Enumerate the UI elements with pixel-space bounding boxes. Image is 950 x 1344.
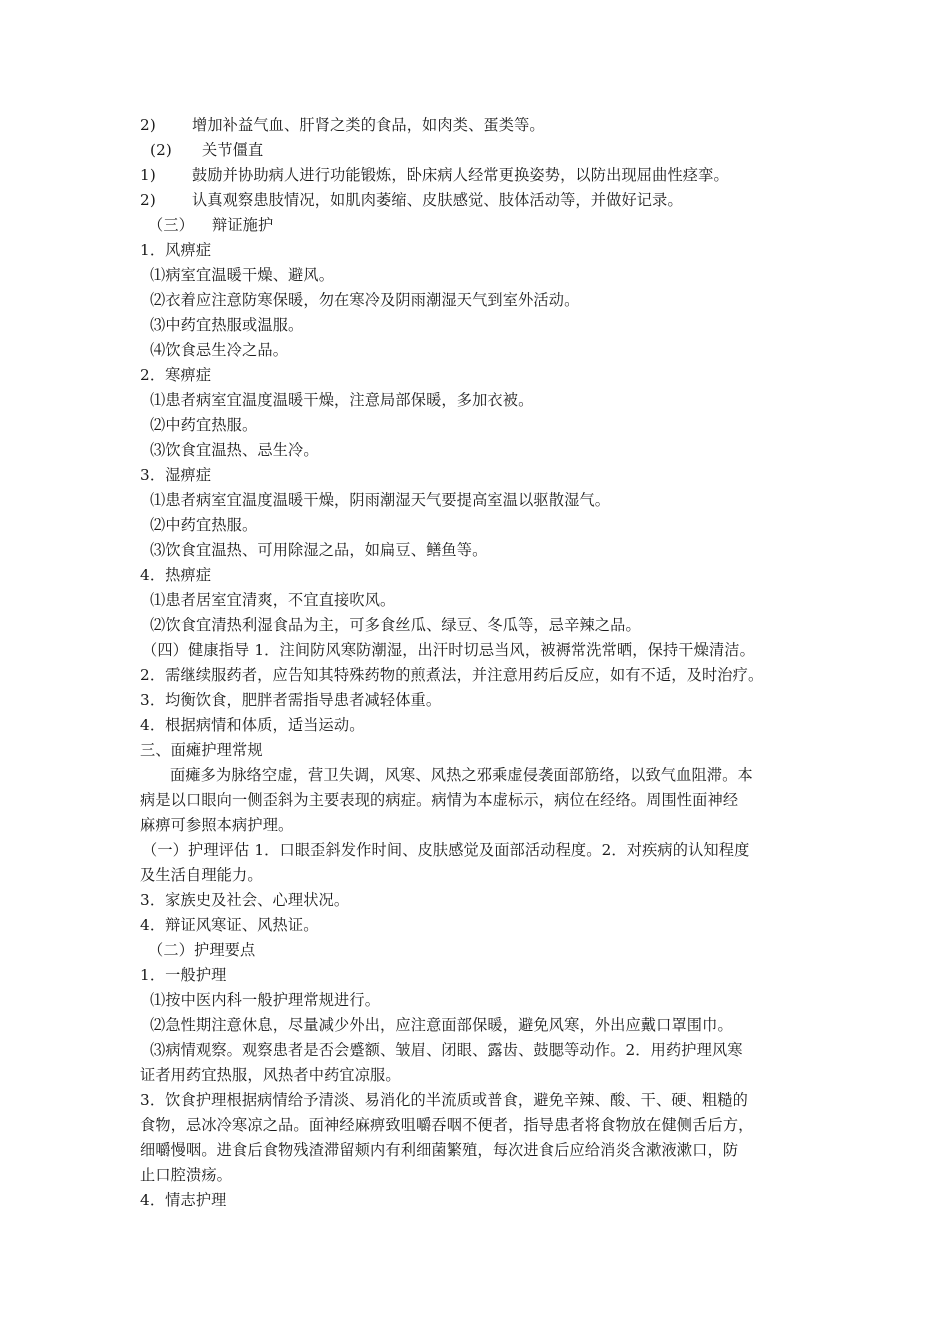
- text-line: 面瘫多为脉络空虚，营卫失调，风寒、风热之邪乘虚侵袭面部筋络，以致气血阻滞。本: [170, 766, 753, 784]
- text-line: ⑵衣着应注意防寒保暖，勿在寒冷及阴雨潮湿天气到室外活动。: [150, 291, 580, 309]
- text-line: ⑴患者居室宜清爽，不宜直接吹风。: [150, 591, 396, 609]
- text-line: 食物，忌冰冷寒凉之品。面神经麻痹致咀嚼吞咽不便者，指导患者将食物放在健侧舌后方，: [140, 1116, 754, 1134]
- text-line: ⑶饮食宜温热、忌生冷。: [150, 441, 319, 459]
- text-line: 1．风痹症: [140, 241, 212, 259]
- text-line: 4．情志护理: [140, 1191, 227, 1209]
- text-line: （三） 辩证施护: [148, 216, 274, 234]
- text-line: 及生活自理能力。: [140, 866, 263, 884]
- text-line: （四）健康指导 1．注间防风寒防潮湿，出汗时切忌当风，被褥常洗常晒，保持干燥清洁。: [142, 641, 755, 659]
- text-line: 1) 鼓励并协助病人进行功能锻炼，卧床病人经常更换姿势，以防出现屈曲性痉挛。: [140, 166, 729, 184]
- text-line: 1．一般护理: [140, 966, 227, 984]
- text-line: （二）护理要点: [148, 941, 256, 959]
- section-heading: 三、面瘫护理常规: [140, 741, 263, 759]
- text-line: 4．热痹症: [140, 566, 212, 584]
- text-line: ⑵饮食宜清热利湿食品为主，可多食丝瓜、绿豆、冬瓜等，忌辛辣之品。: [150, 616, 641, 634]
- text-line: ⑴患者病室宜温度温暖干燥，注意局部保暖，多加衣被。: [150, 391, 534, 409]
- text-line: 证者用药宜热服，风热者中药宜凉服。: [140, 1066, 401, 1084]
- text-line: ⑴患者病室宜温度温暖干燥，阴雨潮湿天气要提高室温以驱散湿气。: [150, 491, 611, 509]
- text-line: (2) 关节僵直: [150, 141, 264, 159]
- text-line: ⑷饮食忌生冷之品。: [150, 341, 289, 359]
- text-line: ⑴病室宜温暖干燥、避风。: [150, 266, 335, 284]
- text-line: ⑵中药宜热服。: [150, 516, 258, 534]
- text-line: ⑶中药宜热服或温服。: [150, 316, 304, 334]
- text-line: 2) 认真观察患肢情况，如肌肉萎缩、皮肤感觉、肢体活动等，并做好记录。: [140, 191, 683, 209]
- text-line: ⑶病情观察。观察患者是否会蹙额、皱眉、闭眼、露齿、鼓腮等动作。2．用药护理风寒: [150, 1041, 743, 1059]
- text-line: 3．家族史及社会、心理状况。: [140, 891, 350, 909]
- text-line: ⑴按中医内科一般护理常规进行。: [150, 991, 381, 1009]
- text-line: 2．寒痹症: [140, 366, 212, 384]
- text-line: 2．需继续服药者，应告知其特殊药物的煎煮法，并注意用药后反应，如有不适，及时治疗。: [140, 666, 764, 684]
- text-line: （一）护理评估 1．口眼歪斜发作时间、皮肤感觉及面部活动程度。2．对疾病的认知程度: [142, 841, 750, 859]
- text-line: 麻痹可参照本病护理。: [140, 816, 294, 834]
- text-line: 病是以口眼向一侧歪斜为主要表现的病症。病情为本虚标示，病位在经络。周围性面神经: [140, 791, 739, 809]
- text-line: 2) 增加补益气血、肝肾之类的食品，如肉类、蛋类等。: [140, 116, 545, 134]
- text-line: 3．饮食护理根据病情给予清淡、易消化的半流质或普食，避免辛辣、酸、干、硬、粗糙的: [140, 1091, 748, 1109]
- text-line: 细嚼慢咽。进食后食物残渣滞留颊内有利细菌繁殖，每次进食后应给消炎含漱液漱口，防: [140, 1141, 739, 1159]
- text-line: 止口腔溃疡。: [140, 1166, 233, 1184]
- text-line: ⑵中药宜热服。: [150, 416, 258, 434]
- text-line: 4．辩证风寒证、风热证。: [140, 916, 319, 934]
- text-line: 3．湿痹症: [140, 466, 212, 484]
- text-line: 3．均衡饮食，肥胖者需指导患者减轻体重。: [140, 691, 442, 709]
- text-line: 4．根据病情和体质，适当运动。: [140, 716, 365, 734]
- text-line: ⑵急性期注意休息，尽量减少外出，应注意面部保暖，避免风寒，外出应戴口罩围巾。: [150, 1016, 733, 1034]
- text-line: ⑶饮食宜温热、可用除湿之品，如扁豆、鳝鱼等。: [150, 541, 488, 559]
